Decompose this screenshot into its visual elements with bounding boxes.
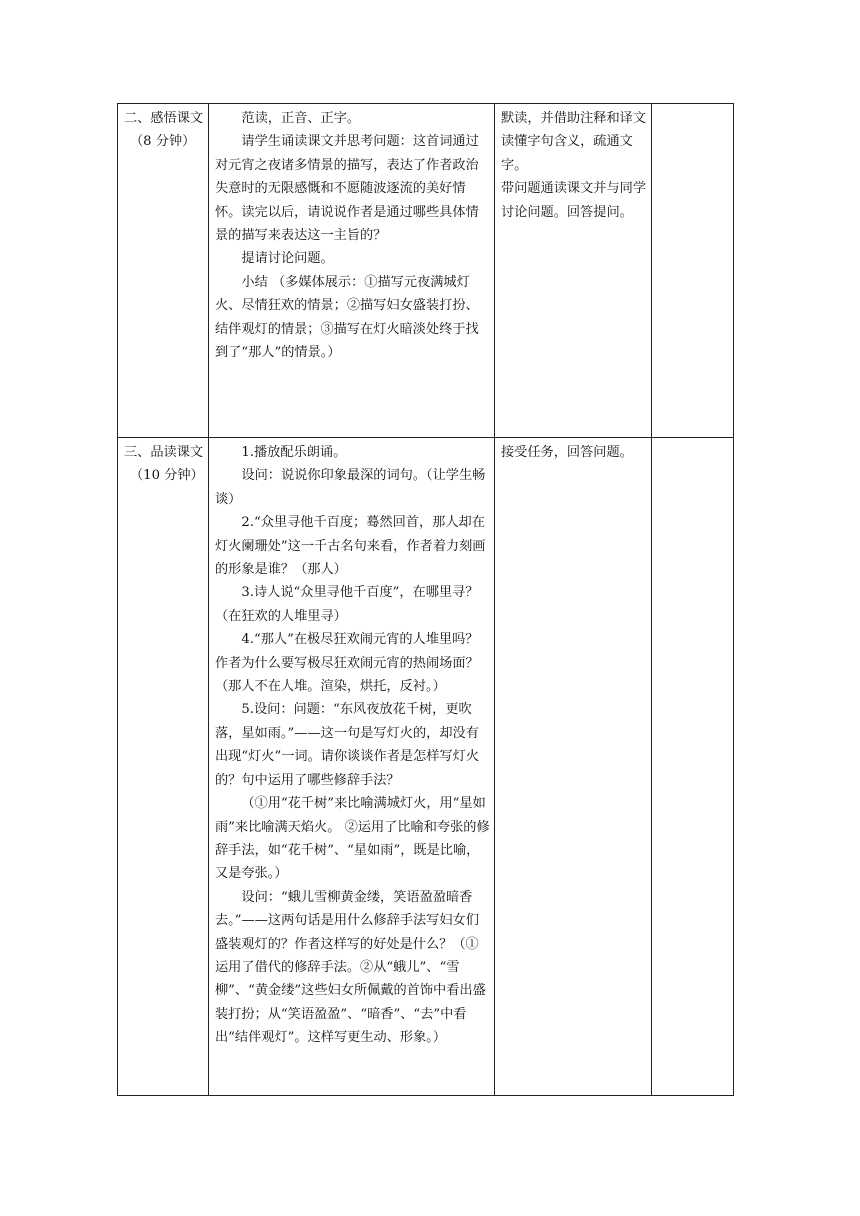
teacher-activity-cell bbox=[209, 104, 495, 438]
teacher-text: 5.设问：问题：“东风夜放花千树，更吹落，星如雨。”——这一句是写灯火的，却没有出现“灯火”一词。请你谈谈作者是怎样写灯火的？句中运用了哪些修辞手法？ bbox=[215, 702, 480, 788]
section-title: 二、感悟课文 bbox=[124, 111, 204, 126]
note-cell bbox=[652, 104, 734, 438]
teacher-text: 1.播放配乐朗诵。 bbox=[241, 445, 347, 460]
section-duration: （8 分钟） bbox=[130, 134, 196, 150]
student-text: 带问题通读课文并与同学讨论问题。回答提问。 bbox=[501, 181, 647, 220]
table-row bbox=[118, 104, 734, 438]
teacher-text: 4.“那人”在极尽狂欢闹元宵的人堆里吗？作者为什么要写极尽狂欢闹元宵的热闹场面？（那人不在人堆。渲染，烘托，反衬。） bbox=[215, 632, 479, 695]
section-title: 三、品读课文 bbox=[124, 445, 204, 460]
section-duration: （10 分钟） bbox=[130, 468, 204, 484]
note-cell bbox=[652, 438, 734, 1096]
teacher-text: 提请讨论问题。 bbox=[241, 251, 334, 267]
teacher-text: 范读，正音、正字。 bbox=[241, 111, 361, 126]
section-cell bbox=[118, 104, 209, 438]
teacher-text: （①用“花千树”来比喻满城灯火，用“星如雨”来比喻满天焰火。 ②运用了比喻和夸张的修辞手法，如“花千树”、“星如雨”，既是比喻，又是夸张。） bbox=[215, 796, 490, 882]
teacher-text: 设问：“蛾儿雪柳黄金缕，笑语盈盈暗香去。”——这两句话是用什么修辞手法写妇女们盛装观灯的？作者这样写的好处是什么？（①运用了借代的修辞手法。②从“蛾儿”、“雪柳”、“黄金缕”这些妇女所佩戴的首饰中看出盛装打扮；从“笑语盈盈”、“暗香”、“去”中看出“结伴观灯”。这样写更生动、形象。） bbox=[215, 889, 486, 1046]
lesson-plan-table bbox=[117, 103, 734, 1096]
section-cell bbox=[118, 438, 209, 1096]
student-text: 接受任务，回答问题。 bbox=[501, 445, 633, 460]
table-row bbox=[118, 438, 734, 1096]
teacher-text: 小结 （多媒体展示：①描写元夜满城灯火、尽情狂欢的情景；②描写妇女盛装打扮、结伴观灯的情景；③描写在灯火暗淡处终于找到了“那人”的情景。） bbox=[215, 274, 479, 361]
student-text: 默读，并借助注释和译文读懂字句含义，疏通文字。 bbox=[501, 111, 647, 173]
teacher-text: 3.诗人说“众里寻他千百度”，在哪里寻？ （在狂欢的人堆里寻） bbox=[215, 585, 479, 624]
teacher-activity-cell bbox=[209, 438, 495, 1096]
teacher-text: 请学生诵读课文并思考问题：这首词通过对元宵之夜诸多情景的描写，表达了作者政治失意时的无限感慨和不愿随波逐流的美好情怀。读完以后，请说说作者是通过哪些具体情景的描写来表达这一主旨的？ bbox=[215, 134, 479, 244]
teacher-text: 设问：说说你印象最深的词句。（让学生畅谈） bbox=[215, 468, 486, 507]
student-activity-cell bbox=[495, 104, 652, 438]
teacher-text: 2.“众里寻他千百度；蓦然回首，那人却在灯火阑珊处”这一千古名句来看，作者着力刻画的形象是谁？（那人） bbox=[215, 515, 486, 578]
student-activity-cell bbox=[495, 438, 652, 1096]
